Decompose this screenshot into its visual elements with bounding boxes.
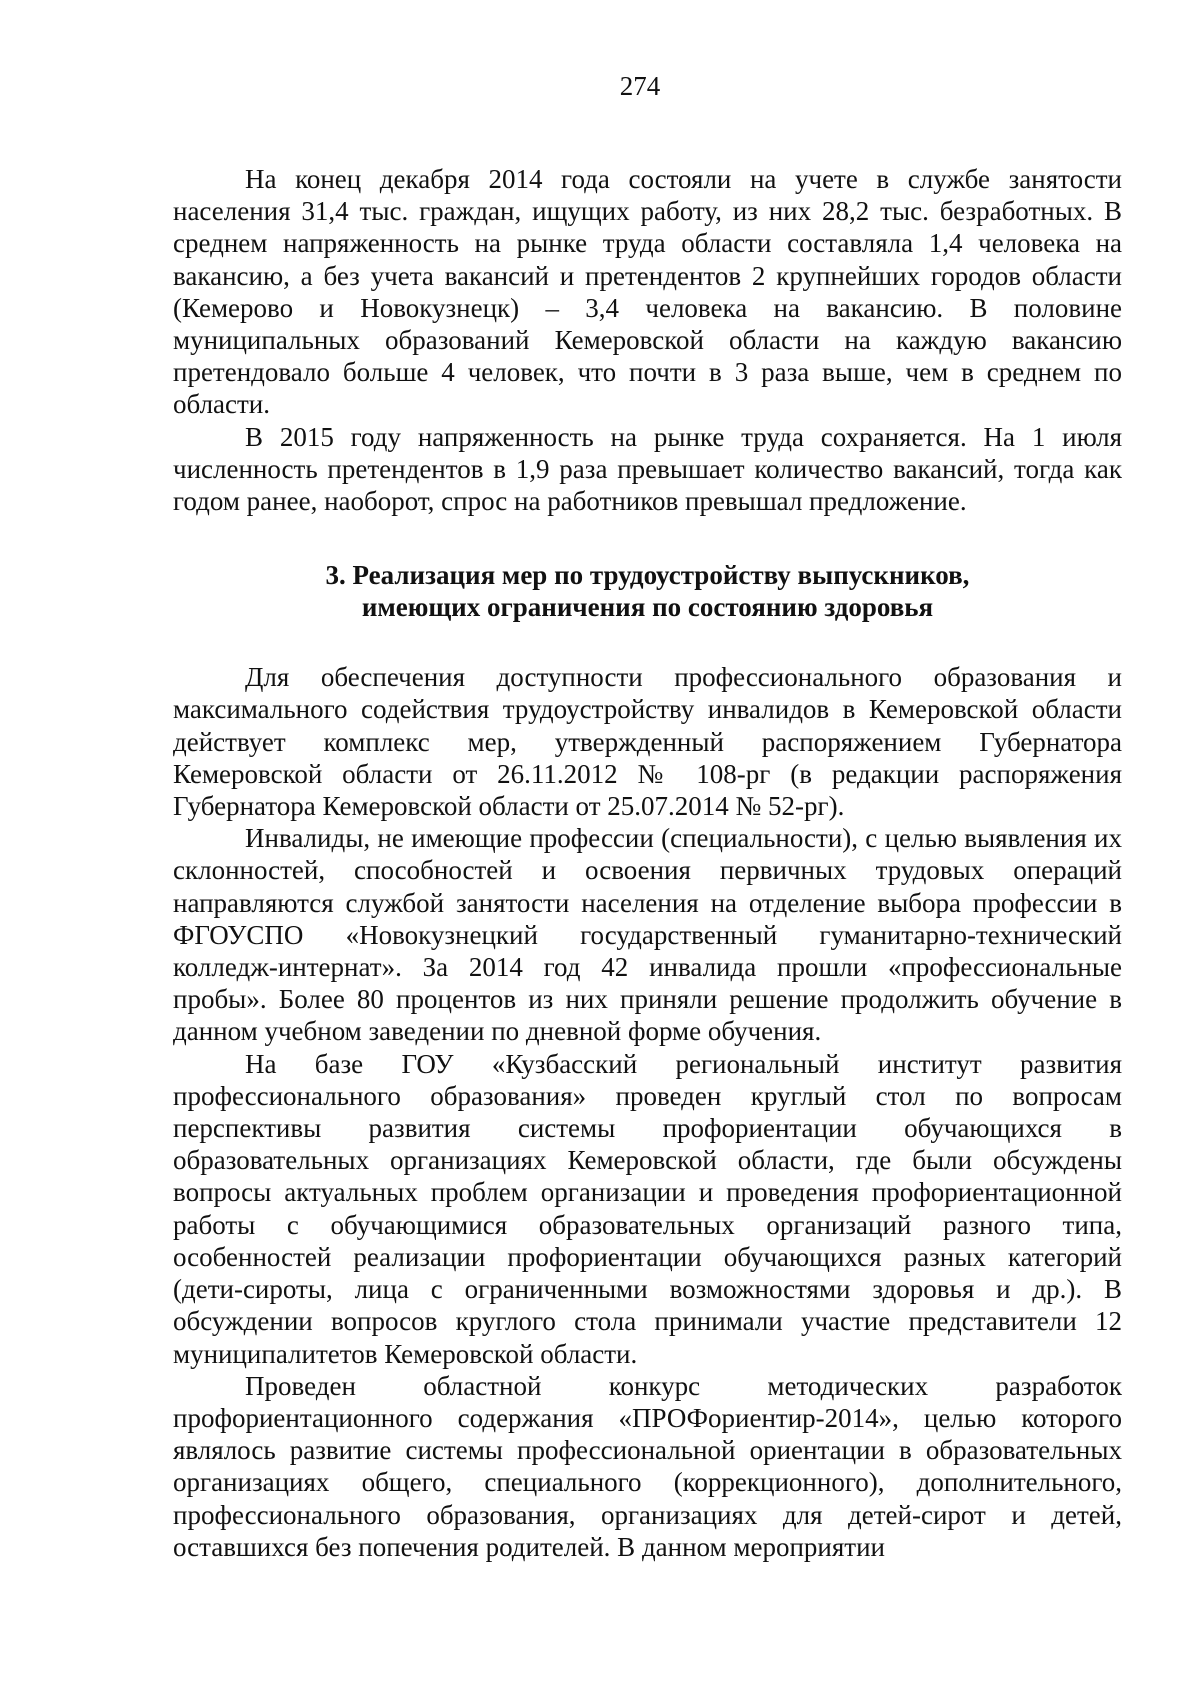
paragraph-round-table: На базе ГОУ «Кузбасский региональный институт развития профессионального образования» проведен круглый стол по вопросам перспективы развития системы профориентации обучающихся в образовательных организациях Кемеровской области, где были обсуждены вопросы актуальных проблем организации и проведения профориентационной работы с обучающимися образовательных организаций разного типа, особенностей реализации профориентации обучающихся разных категорий (дети-сироты, лица с ограниченными возможностями здоровья и др.). В обсуждении вопросов круглого стола принимали участие представители 12 муниципалитетов Кемеровской области.: [173, 1048, 1122, 1369]
paragraph-labor-market-2015: В 2015 году напряженность на рынке труда сохраняется. На 1 июля численность претендентов в 1,9 раза превышает количество вакансий, тогда как годом ранее, наоборот, спрос на работников превышал предложение.: [173, 421, 1122, 517]
section-heading-line-1: 3. Реализация мер по трудоустройству выпускников,: [325, 560, 970, 591]
paragraph-professional-trials: Инвалиды, не имеющие профессии (специальности), с целью выявления их склонностей, способностей и освоения первичных трудовых операций направляются службой занятости населения на отделение выбора профессии в ФГОУСПО «Новокузнецкий государственный гуманитарно-технический колледж-интернат». За 2014 год 42 инвалида прошли «профессиональные пробы». Более 80 процентов из них приняли решение продолжить обучение в данном учебном заведении по дневной форме обучения.: [173, 823, 1122, 1047]
section-heading-line-2: имеющих ограничения по состоянию здоровья: [361, 592, 934, 623]
section-heading: [173, 559, 1122, 623]
paragraph-unemployment-2014: На конец декабря 2014 года состояли на учете в службе занятости населения 31,4 тыс. граждан, ищущих работу, из них 28,2 тыс. безработных. В среднем напряженность на рынке труда области составляла 1,4 человека на вакансию, а без учета вакансий и претендентов 2 крупнейших городов области (Кемерово и Новокузнецк) – 3,4 человека на вакансию. В половине муниципальных образований Кемеровской области на каждую вакансию претендовало больше 4 человек, что почти в 3 раза выше, чем в среднем по области.: [173, 164, 1122, 420]
page-body: [173, 163, 1122, 1563]
page-number: 274: [619, 71, 661, 101]
paragraph-measures-complex: Для обеспечения доступности профессионального образования и максимального содействия трудоустройству инвалидов в Кемеровской области действует комплекс мер, утвержденный распоряжением Губернатора Кемеровской области от 26.11.2012 № 108-рг (в редакции распоряжения Губернатора Кемеровской области от 25.07.2014 № 52-рг).: [173, 662, 1122, 822]
paragraph-contest: Проведен областной конкурс методических разработок профориентационного содержания «ПРОФориентир-2014», целью которого являлось развитие системы профессиональной ориентации в образовательных организациях общего, специального (коррекционного), дополнительного, профессионального образования, организациях для детей-сирот и детей, оставшихся без попечения родителей. В данном мероприятии: [173, 1370, 1122, 1562]
